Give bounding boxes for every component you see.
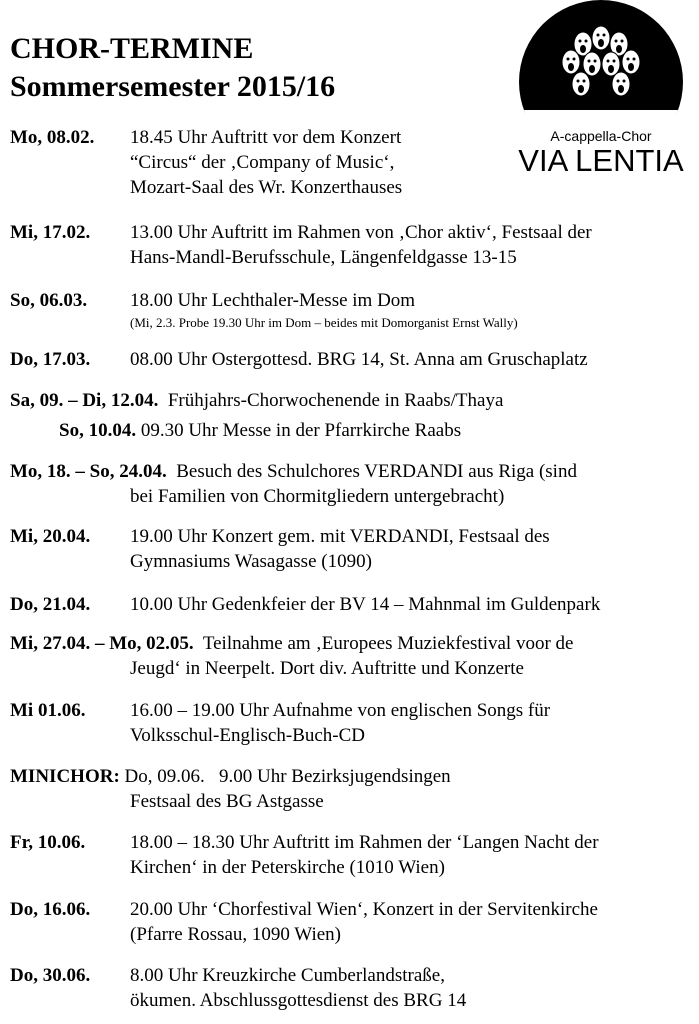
- event-text: “Circus“ der ‚Company of Music‘,: [130, 152, 395, 173]
- event-text: 10.00 Uhr Gedenkfeier der BV 14 – Mahnmal im Guldenpark: [130, 594, 601, 615]
- event-entry: [10, 897, 696, 945]
- event-entry: [10, 963, 696, 1011]
- event-text: (Pfarre Rossau, 1090 Wien): [130, 924, 342, 945]
- event-text: 08.00 Uhr Ostergottesd. BRG 14, St. Anna am Gruschaplatz: [130, 349, 588, 370]
- logo-subtitle: A-cappella-Chor: [550, 128, 652, 144]
- event-entry: [10, 698, 696, 746]
- event-entry: [10, 764, 696, 812]
- event-text: Gymnasiums Wasagasse (1090): [130, 551, 372, 572]
- title-line-2: Sommersemester 2015/16: [10, 70, 336, 103]
- event-text: Volksschul-Englisch-Buch-CD: [130, 725, 366, 746]
- event-text: Besuch des Schulchores VERDANDI aus Riga (sind: [176, 461, 577, 482]
- event-text: Kirchen‘ in der Peterskirche (1010 Wien): [130, 857, 445, 878]
- logo-name: VIA LENTIA: [518, 143, 684, 178]
- event-text: Hans-Mandl-Berufsschule, Längenfeldgasse 13-15: [130, 247, 517, 268]
- event-text: Frühjahrs-Chorwochenende in Raabs/Thaya: [167, 390, 504, 411]
- event-entry: [10, 388, 696, 413]
- event-date: Do, 21.04.: [10, 594, 91, 615]
- event-date: Do, 30.06.: [10, 965, 91, 986]
- page-title: [10, 30, 335, 106]
- event-text: Teilnahme am ‚Europees Muziekfestival voor de: [202, 633, 574, 654]
- event-text: 20.00 Uhr ‘Chorfestival Wien‘, Konzert in der Servitenkirche: [130, 899, 598, 920]
- event-text: 18.45 Uhr Auftritt vor dem Konzert: [130, 127, 402, 148]
- event-entry: [59, 418, 699, 443]
- event-note: (Mi, 2.3. Probe 19.30 Uhr im Dom – beides mit Domorganist Ernst Wally): [130, 315, 518, 330]
- event-date: Do, 16.06.: [10, 899, 91, 920]
- event-text: 8.00 Uhr Kreuzkirche Cumberlandstraße,: [130, 965, 445, 986]
- event-entry: [10, 830, 696, 878]
- event-entry: [10, 524, 696, 572]
- event-date: Mo, 08.02.: [10, 127, 95, 148]
- event-text: 13.00 Uhr Auftritt im Rahmen von ‚Chor aktiv‘, Festsaal der: [130, 222, 592, 243]
- event-text: 09.30 Uhr Messe in der Pfarrkirche Raabs: [140, 420, 462, 441]
- event-date: So, 06.03.: [10, 290, 88, 311]
- title-line-1: CHOR-TERMINE: [10, 32, 254, 65]
- event-text: 18.00 – 18.30 Uhr Auftritt im Rahmen der ‘Langen Nacht der: [130, 832, 599, 853]
- event-date: Mi, 20.04.: [10, 526, 91, 547]
- event-date: Mi 01.06.: [10, 700, 86, 721]
- event-date: Mi, 17.02.: [10, 222, 91, 243]
- event-entry: [10, 631, 696, 679]
- event-text: 18.00 Uhr Lechthaler-Messe im Dom: [130, 290, 416, 311]
- event-date: Mo, 18. – So, 24.04.: [10, 461, 167, 482]
- event-entry: [10, 220, 696, 268]
- event-date: So, 10.04.: [59, 420, 137, 441]
- event-entry: [10, 459, 696, 507]
- event-text: Festsaal des BG Astgasse: [130, 791, 324, 812]
- choir-logo: [500, 0, 699, 178]
- event-entry: [10, 288, 696, 330]
- event-text: Mozart-Saal des Wr. Konzerthauses: [130, 177, 403, 198]
- event-date: Do, 17.03.: [10, 349, 91, 370]
- event-text: ökumen. Abschlussgottesdienst des BRG 14: [130, 990, 467, 1011]
- event-text: Do, 09.06. 9.00 Uhr Bezirksjugendsingen: [124, 766, 451, 787]
- event-text: Jeugd‘ in Neerpelt. Dort div. Auftritte und Konzerte: [130, 658, 524, 679]
- event-text: 19.00 Uhr Konzert gem. mit VERDANDI, Festsaal des: [130, 526, 550, 547]
- event-date: Mi, 27.04. – Mo, 02.05.: [10, 633, 194, 654]
- event-date: Sa, 09. – Di, 12.04.: [10, 390, 159, 411]
- event-text: 16.00 – 19.00 Uhr Aufnahme von englischen Songs für: [130, 700, 551, 721]
- event-entry: [10, 347, 696, 372]
- event-date: Fr, 10.06.: [10, 832, 86, 853]
- event-entry: [10, 592, 696, 617]
- event-text: bei Familien von Chormitgliedern untergebracht): [130, 486, 505, 507]
- event-date: MINICHOR:: [10, 766, 120, 787]
